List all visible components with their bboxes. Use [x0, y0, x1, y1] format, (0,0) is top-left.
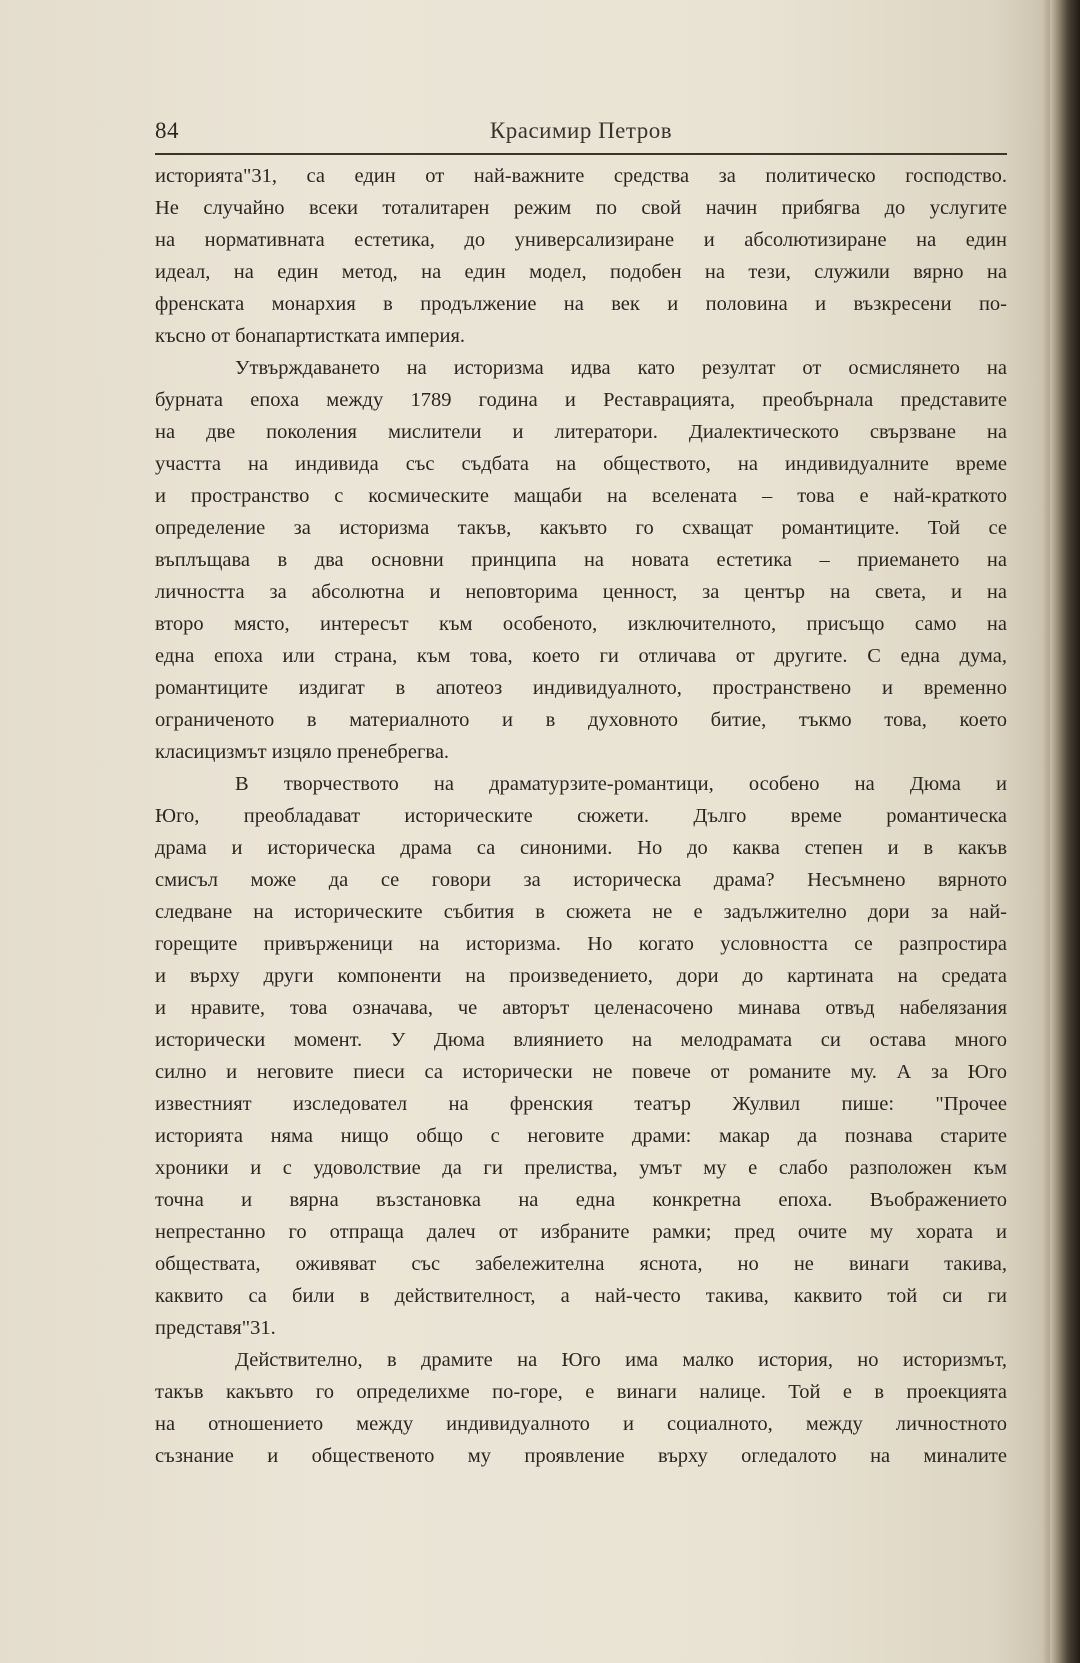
- text-line: личността за абсолютна и неповторима ценност, за център на света, и на: [155, 581, 1007, 603]
- text-line: Действително, в драмите на Юго има малко история, но историзмът,: [235, 1349, 1007, 1371]
- text-line: смисъл може да се говори за историческа драма? Несъмнено вярното: [155, 869, 1007, 891]
- text-line: историята"31, са един от най-важните средства за политическо господство.: [155, 165, 1007, 187]
- text-line: на нормативната естетика, до универсализиране и абсолютизиране на един: [155, 229, 1007, 251]
- text-line: участта на индивида със съдбата на обществото, на индивидуалните време: [155, 453, 1007, 475]
- header-rule: [155, 153, 1007, 155]
- text-line: историята няма нищо общо с неговите драми: макар да познава старите: [155, 1125, 1007, 1147]
- text-line: горещите привърженици на историзма. Но когато условността се разпростира: [155, 933, 1007, 955]
- text-line: на две поколения мислители и литератори. Диалектическото свързване на: [155, 421, 1007, 443]
- running-head-author: Красимир Петров: [489, 118, 673, 143]
- text-line: хроники и с удоволствие да ги прелиства, умът му е слабо разположен към: [155, 1157, 1007, 1179]
- text-line: една епоха или страна, към това, което ги отличава от другите. С една дума,: [155, 645, 1007, 667]
- text-line: ограниченото в материалното и в духовното битие, тъкмо това, което: [155, 709, 1007, 731]
- text-line: Утвърждаването на историзма идва като резултат от осмислянето на: [235, 357, 1007, 379]
- body-text: [155, 160, 1007, 1472]
- text-line: силно и неговите пиеси са исторически не повече от романите му. А за Юго: [155, 1061, 1007, 1083]
- page-header: [155, 118, 1007, 154]
- text-line: непрестанно го отпраща далеч от избраните рамки; пред очите му хората и: [155, 1221, 1007, 1243]
- text-line: драма и историческа драма са синоними. Но до каква степен и в какъв: [155, 837, 1007, 859]
- text-line: късно от бонапартистката империя.: [155, 325, 466, 347]
- text-line: Юго, преобладават историческите сюжети. Дълго време романтическа: [155, 805, 1007, 827]
- text-line: такъв какъвто го определихме по-горе, е винаги налице. Той е в проекцията: [155, 1381, 1007, 1403]
- text-line: определение за историзма такъв, какъвто го схващат романтиците. Той се: [155, 517, 1007, 539]
- text-line: следване на историческите събития в сюжета не е задължително дори за най-: [155, 901, 1007, 923]
- text-line: представя"31.: [155, 1317, 276, 1339]
- page-gutter-shadow: [1042, 0, 1050, 1663]
- paragraph: [155, 352, 1007, 768]
- text-line: исторически момент. У Дюма влиянието на мелодрамата си остава много: [155, 1029, 1007, 1051]
- paragraph: [155, 768, 1007, 1344]
- book-spine: [1050, 0, 1080, 1663]
- text-line: и върху други компоненти на произведението, дори до картината на средата: [155, 965, 1007, 987]
- text-line: класицизмът изцяло пренебрегва.: [155, 741, 450, 763]
- text-line: и пространство с космическите мащаби на вселената – това е най-краткото: [155, 485, 1007, 507]
- text-line: второ място, интересът към особеното, изключителното, присъщо само на: [155, 613, 1007, 635]
- paragraph: [155, 1344, 1007, 1472]
- paragraph: [155, 160, 1007, 352]
- text-line: Не случайно всеки тоталитарен режим по свой начин прибягва до услугите: [155, 197, 1007, 219]
- text-line: на отношението между индивидуалното и социалното, между личностното: [155, 1413, 1007, 1435]
- text-line: въплъщава в два основни принципа на новата естетика – приемането на: [155, 549, 1007, 571]
- text-line: точна и вярна възстановка на една конкретна епоха. Въображението: [155, 1189, 1007, 1211]
- page-number: 84: [155, 118, 179, 143]
- text-line: романтиците издигат в апотеоз индивидуалното, пространствено и временно: [155, 677, 1007, 699]
- text-line: бурната епоха между 1789 година и Реставрацията, преобърнала представите: [155, 389, 1007, 411]
- text-line: съзнание и общественото му проявление върху огледалото на миналите: [155, 1445, 1007, 1467]
- text-line: и нравите, това означава, че авторът целенасочено минава отвъд набелязания: [155, 997, 1007, 1019]
- text-line: известният изследовател на френския театър Жулвил пише: "Прочее: [155, 1093, 1007, 1115]
- text-line: каквито са били в действителност, а най-често такива, каквито той си ги: [155, 1285, 1007, 1307]
- text-line: обществата, оживяват със забележителна яснота, но не винаги такива,: [155, 1253, 1007, 1275]
- text-line: В творчеството на драматурзите-романтици, особено на Дюма и: [235, 773, 1007, 795]
- text-line: френската монархия в продължение на век и половина и възкресени по-: [155, 293, 1007, 315]
- text-line: идеал, на един метод, на един модел, подобен на тези, служили вярно на: [155, 261, 1007, 283]
